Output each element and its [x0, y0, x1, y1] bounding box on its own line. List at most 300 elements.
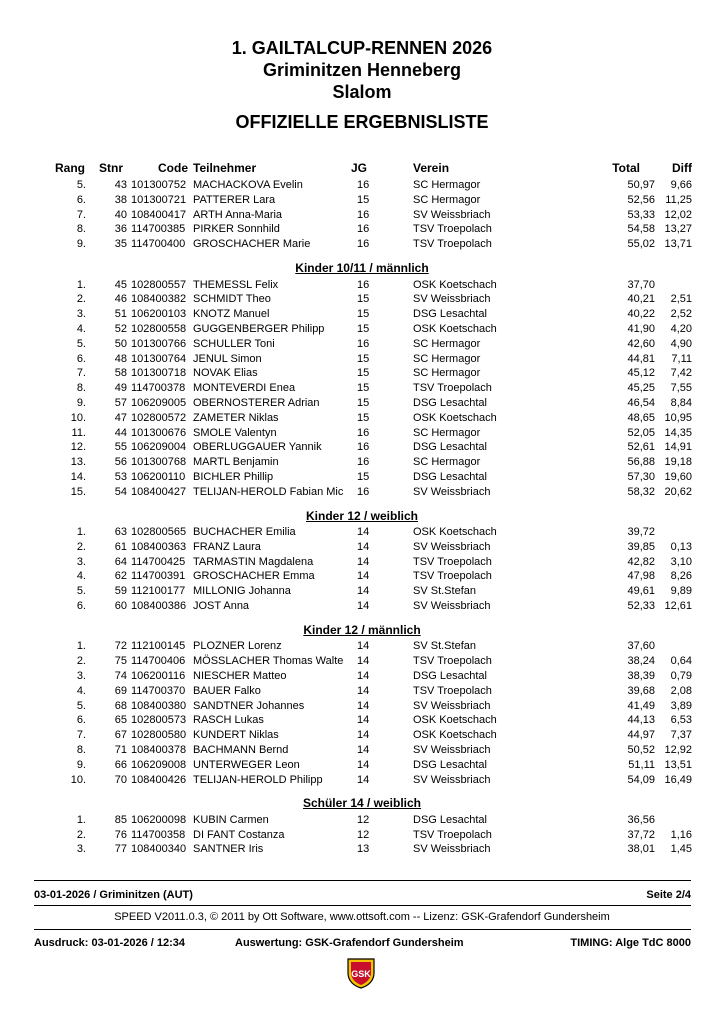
cell-jg: 14	[357, 540, 370, 553]
cell-verein: SV Weissbriach	[413, 743, 491, 756]
cell-rang: 6.	[76, 714, 86, 727]
cell-verein: TSV Troepolach	[413, 555, 492, 568]
cell-stnr: 85	[114, 813, 127, 826]
cell-stnr: 56	[114, 456, 127, 469]
cell-jg: 16	[357, 337, 370, 350]
cell-jg: 15	[357, 352, 370, 365]
cell-rang: 9.	[76, 396, 86, 409]
cell-diff: 19,18	[664, 456, 692, 469]
cell-jg: 15	[357, 322, 370, 335]
cell-total: 54,58	[627, 223, 655, 236]
club-crest-icon	[344, 955, 378, 989]
cell-name: MILLONIG Johanna	[193, 585, 291, 598]
cell-diff: 9,89	[670, 585, 692, 598]
cell-stnr: 70	[114, 773, 127, 786]
cell-stnr: 38	[114, 193, 127, 206]
table-row	[0, 813, 724, 828]
cell-rang: 2.	[76, 540, 86, 553]
cell-total: 44,97	[627, 729, 655, 742]
divider	[34, 929, 691, 930]
table-row	[0, 396, 724, 411]
cell-name: UNTERWEGER Leon	[193, 758, 300, 771]
cell-stnr: 68	[114, 699, 127, 712]
cell-code: 106200110	[131, 470, 186, 483]
cell-total: 52,33	[627, 600, 655, 612]
cell-total: 45,25	[627, 382, 655, 395]
table-row	[0, 699, 724, 714]
svg-text:GSK: GSK	[351, 969, 371, 979]
cell-code: 101300752	[131, 179, 187, 191]
section-title-text: Kinder 12 / männlich	[303, 622, 421, 637]
cell-code: 102800558	[131, 322, 187, 335]
table-row	[0, 525, 724, 540]
cell-verein: DSG Lesachtal	[413, 758, 487, 771]
cell-name: JOST Anna	[193, 600, 250, 612]
cell-stnr: 49	[114, 382, 127, 395]
cell-name: SCHULLER Toni	[193, 337, 275, 350]
section-title	[0, 509, 724, 524]
cell-rang: 10.	[70, 773, 86, 786]
table-row	[0, 440, 724, 455]
cell-total: 49,61	[627, 585, 655, 598]
cell-diff: 7,42	[670, 367, 692, 380]
cell-stnr: 63	[114, 526, 127, 538]
cell-stnr: 52	[114, 322, 127, 335]
cell-rang: 14.	[70, 470, 86, 483]
cell-rang: 3.	[76, 308, 86, 321]
cell-verein: DSG Lesachtal	[413, 308, 487, 321]
cell-rang: 13.	[70, 456, 86, 469]
cell-code: 114700370	[131, 684, 186, 697]
column-header-row	[0, 161, 724, 176]
cell-jg: 14	[357, 743, 370, 756]
col-stnr: Stnr	[99, 161, 123, 175]
footer-software: SPEED V2011.0.3, © 2011 by Ott Software, www.ottsoft.com -- Lizenz: GSK-Grafendorf Gundersheim	[114, 911, 610, 923]
cell-rang: 12.	[70, 441, 86, 454]
cell-stnr: 53	[114, 470, 127, 483]
cell-jg: 14	[357, 758, 370, 771]
cell-code: 101300721	[131, 193, 187, 206]
cell-code: 108400363	[131, 540, 187, 553]
cell-total: 56,88	[627, 456, 655, 469]
table-row	[0, 193, 724, 208]
cell-stnr: 43	[114, 179, 127, 191]
cell-jg: 15	[357, 193, 370, 206]
cell-code: 106209004	[131, 441, 187, 454]
cell-name: GUGGENBERGER Philipp	[193, 322, 325, 335]
table-row	[0, 540, 724, 555]
cell-jg: 14	[357, 773, 370, 786]
cell-diff: 7,37	[670, 729, 692, 742]
footer-printout: Ausdruck: 03-01-2026 / 12:34	[34, 937, 186, 949]
cell-name: PATTERER Lara	[193, 193, 276, 206]
cell-name: MARTL Benjamin	[193, 456, 279, 469]
cell-stnr: 45	[114, 278, 127, 291]
cell-verein: TSV Troepolach	[413, 570, 492, 583]
cell-total: 50,52	[627, 743, 655, 756]
cell-verein: DSG Lesachtal	[413, 396, 487, 409]
cell-verein: SV Weissbriach	[413, 699, 491, 712]
cell-code: 101300718	[131, 367, 187, 380]
cell-verein: OSK Koetschach	[413, 526, 497, 538]
cell-verein: OSK Koetschach	[413, 411, 497, 424]
cell-diff: 12,02	[664, 208, 692, 221]
cell-rang: 3.	[76, 555, 86, 568]
cell-verein: OSK Koetschach	[413, 322, 497, 335]
footer-evaluation: Auswertung: GSK-Grafendorf Gundersheim	[235, 937, 464, 949]
cell-verein: DSG Lesachtal	[413, 441, 487, 454]
cell-verein: SV Weissbriach	[413, 208, 491, 221]
cell-jg: 14	[357, 669, 370, 682]
cell-diff: 9,66	[670, 179, 692, 191]
cell-stnr: 61	[114, 540, 127, 553]
cell-diff: 14,35	[664, 426, 692, 439]
cell-total: 46,54	[627, 396, 655, 409]
cell-code: 106209008	[131, 758, 187, 771]
cell-stnr: 69	[114, 684, 127, 697]
cell-diff: 13,71	[664, 238, 692, 251]
cell-name: JENUL Simon	[193, 352, 262, 365]
table-row	[0, 278, 724, 293]
table-row	[0, 366, 724, 381]
cell-code: 102800565	[131, 526, 187, 538]
cell-diff: 0,13	[670, 540, 692, 553]
cell-total: 44,13	[627, 714, 655, 727]
cell-diff: 19,60	[664, 470, 692, 483]
cell-stnr: 44	[114, 426, 127, 439]
cell-rang: 4.	[76, 684, 86, 697]
cell-jg: 12	[357, 828, 370, 841]
cell-jg: 16	[357, 179, 370, 191]
cell-rang: 9.	[76, 758, 86, 771]
section-title-text: Schüler 14 / weiblich	[302, 796, 422, 811]
cell-stnr: 60	[114, 600, 127, 612]
cell-name: THEMESSL Felix	[193, 278, 279, 291]
cell-code: 108400417	[131, 208, 187, 221]
cell-name: MÖSSLACHER Thomas Walte	[193, 655, 343, 668]
cell-total: 52,56	[627, 193, 655, 206]
cell-verein: SV St.Stefan	[413, 585, 476, 598]
table-row	[0, 485, 724, 500]
cell-total: 40,22	[627, 308, 655, 321]
cell-code: 106200103	[131, 308, 187, 321]
cell-code: 102800572	[131, 411, 187, 424]
table-row	[0, 828, 724, 843]
cell-total: 52,61	[627, 441, 655, 454]
cell-code: 114700400	[131, 238, 186, 251]
cell-rang: 2.	[76, 828, 86, 841]
cell-verein: SV Weissbriach	[413, 540, 491, 553]
cell-stnr: 67	[114, 729, 127, 742]
cell-verein: SC Hermagor	[413, 352, 481, 365]
cell-total: 42,82	[627, 555, 655, 568]
cell-stnr: 57	[114, 396, 127, 409]
col-name: Teilnehmer	[193, 161, 257, 175]
cell-stnr: 58	[114, 367, 127, 380]
cell-diff: 10,95	[664, 411, 692, 424]
cell-name: BAUER Falko	[193, 684, 261, 697]
col-verein: Verein	[413, 161, 450, 175]
table-row	[0, 178, 724, 193]
cell-diff: 13,27	[664, 223, 692, 236]
cell-total: 37,72	[627, 828, 655, 841]
table-row	[0, 381, 724, 396]
cell-total: 42,60	[627, 337, 655, 350]
cell-rang: 1.	[76, 526, 86, 538]
cell-jg: 14	[357, 585, 370, 598]
cell-stnr: 66	[114, 758, 127, 771]
cell-code: 108400386	[131, 600, 187, 612]
cell-code: 108400426	[131, 773, 187, 786]
cell-jg: 12	[357, 813, 370, 826]
table-row	[0, 352, 724, 367]
cell-rang: 8.	[76, 223, 86, 236]
cell-jg: 15	[357, 411, 370, 424]
cell-total: 58,32	[627, 485, 655, 498]
cell-verein: SV Weissbriach	[413, 773, 491, 786]
cell-rang: 2.	[76, 655, 86, 668]
cell-verein: OSK Koetschach	[413, 729, 497, 742]
list-title: OFFIZIELLE ERGEBNISLISTE	[235, 112, 489, 132]
cell-total: 48,65	[627, 411, 655, 424]
table-row	[0, 411, 724, 426]
cell-jg: 16	[357, 208, 370, 221]
section-title-text: Kinder 10/11 / männlich	[295, 261, 429, 275]
cell-diff: 2,51	[670, 293, 692, 306]
cell-name: SCHMIDT Theo	[193, 293, 271, 306]
section-title	[0, 261, 724, 276]
cell-rang: 4.	[76, 570, 86, 583]
cell-verein: DSG Lesachtal	[413, 470, 487, 483]
cell-rang: 8.	[76, 743, 86, 756]
cell-jg: 16	[357, 223, 370, 236]
cell-total: 37,60	[627, 640, 655, 653]
cell-rang: 15.	[70, 485, 86, 498]
table-row	[0, 743, 724, 758]
cell-name: SMOLE Valentyn	[193, 426, 277, 439]
cell-code: 108400340	[131, 843, 187, 856]
cell-name: ARTH Anna-Maria	[193, 208, 283, 221]
cell-verein: TSV Troepolach	[413, 828, 492, 841]
cell-name: SANDTNER Johannes	[193, 699, 305, 712]
cell-jg: 14	[357, 570, 370, 583]
cell-jg: 16	[357, 426, 370, 439]
cell-rang: 3.	[76, 843, 86, 856]
cell-stnr: 48	[114, 352, 127, 365]
cell-diff: 12,61	[664, 600, 692, 612]
cell-total: 41,90	[627, 322, 655, 335]
cell-jg: 15	[357, 367, 370, 380]
cell-rang: 1.	[76, 640, 86, 653]
table-row	[0, 773, 724, 788]
cell-code: 102800580	[131, 729, 187, 742]
cell-name: SANTNER Iris	[193, 843, 264, 856]
cell-verein: OSK Koetschach	[413, 714, 497, 727]
cell-stnr: 50	[114, 337, 127, 350]
cell-rang: 5.	[76, 179, 86, 191]
cell-name: KUBIN Carmen	[193, 813, 269, 826]
cell-stnr: 75	[114, 655, 127, 668]
cell-diff: 1,16	[670, 828, 692, 841]
table-row	[0, 684, 724, 699]
table-row	[0, 728, 724, 743]
cell-rang: 7.	[76, 208, 86, 221]
cell-jg: 15	[357, 382, 370, 395]
cell-verein: TSV Troepolach	[413, 655, 492, 668]
cell-jg: 16	[357, 485, 370, 498]
cell-verein: SV Weissbriach	[413, 843, 491, 856]
cell-rang: 1.	[76, 813, 86, 826]
cell-stnr: 46	[114, 293, 127, 306]
cell-diff: 20,62	[664, 485, 692, 498]
section-title-text: Kinder 12 / weiblich	[305, 508, 419, 523]
cell-verein: SV Weissbriach	[413, 293, 491, 306]
cell-diff: 0,79	[670, 669, 692, 682]
cell-code: 108400427	[131, 485, 187, 498]
cell-code: 114700358	[131, 828, 186, 841]
cell-name: PIRKER Sonnhild	[193, 223, 280, 236]
cell-diff: 3,89	[670, 699, 692, 712]
cell-total: 39,85	[627, 540, 655, 553]
cell-diff: 8,26	[670, 570, 692, 583]
cell-jg: 14	[357, 655, 370, 668]
cell-total: 40,21	[627, 293, 655, 306]
cell-verein: OSK Koetschach	[413, 278, 497, 291]
cell-verein: SC Hermagor	[413, 367, 481, 380]
cell-rang: 8.	[76, 382, 86, 395]
table-row	[0, 426, 724, 441]
cell-total: 37,70	[627, 278, 655, 291]
cell-jg: 15	[357, 308, 370, 321]
cell-code: 101300764	[131, 352, 187, 365]
cell-stnr: 59	[114, 585, 127, 598]
table-row	[0, 639, 724, 654]
cell-code: 112100145	[131, 640, 186, 653]
cell-code: 108400380	[131, 699, 187, 712]
divider	[34, 880, 691, 881]
cell-code: 108400378	[131, 743, 187, 756]
cell-rang: 1.	[76, 278, 86, 291]
cell-verein: DSG Lesachtal	[413, 813, 487, 826]
cell-total: 53,33	[627, 208, 655, 221]
cell-stnr: 65	[114, 714, 127, 727]
cell-name: NIESCHER Matteo	[193, 669, 287, 682]
col-jg: JG	[351, 161, 368, 175]
cell-stnr: 76	[114, 828, 127, 841]
cell-total: 44,81	[627, 352, 655, 365]
cell-total: 55,02	[627, 238, 655, 251]
cell-name: TELIJAN-HEROLD Philipp	[193, 773, 323, 786]
cell-name: GROSCHACHER Marie	[193, 238, 311, 251]
table-row	[0, 237, 724, 252]
cell-code: 106200116	[131, 669, 186, 682]
cell-name: KUNDERT Niklas	[193, 729, 279, 742]
cell-rang: 6.	[76, 352, 86, 365]
cell-jg: 14	[357, 600, 370, 612]
cell-verein: SC Hermagor	[413, 193, 481, 206]
cell-total: 38,39	[627, 669, 655, 682]
cell-verein: SC Hermagor	[413, 456, 481, 469]
cell-code: 102800573	[131, 714, 187, 727]
divider	[34, 905, 691, 906]
cell-verein: TSV Troepolach	[413, 684, 492, 697]
cell-stnr: 35	[114, 238, 127, 251]
cell-name: BICHLER Phillip	[193, 470, 274, 483]
cell-diff: 7,11	[671, 352, 692, 365]
cell-rang: 11.	[71, 426, 86, 439]
table-row	[0, 654, 724, 669]
cell-stnr: 62	[114, 570, 127, 583]
table-row	[0, 669, 724, 684]
cell-total: 39,68	[627, 684, 655, 697]
cell-code: 114700391	[131, 570, 186, 583]
cell-jg: 13	[357, 843, 370, 856]
cell-stnr: 64	[114, 555, 127, 568]
cell-diff: 1,45	[670, 843, 692, 856]
cell-stnr: 36	[114, 223, 127, 236]
cell-jg: 14	[357, 555, 370, 568]
cell-name: ZAMETER Niklas	[193, 411, 279, 424]
cell-name: TARMASTIN Magdalena	[193, 555, 314, 568]
col-total: Total	[612, 161, 640, 175]
cell-verein: SV Weissbriach	[413, 600, 491, 612]
col-code: Code	[158, 161, 188, 175]
cell-name: MACHACKOVA Evelin	[193, 179, 303, 191]
table-row	[0, 842, 724, 857]
cell-code: 106209005	[131, 396, 187, 409]
table-row	[0, 292, 724, 307]
cell-diff: 11,25	[665, 193, 692, 206]
table-row	[0, 584, 724, 599]
cell-verein: TSV Troepolach	[413, 223, 492, 236]
cell-diff: 0,64	[670, 655, 692, 668]
section-title	[0, 796, 724, 811]
cell-name: GROSCHACHER Emma	[193, 570, 315, 583]
cell-name: BUCHACHER Emilia	[193, 526, 296, 538]
race-title: 1. GAILTALCUP-RENNEN 2026	[231, 38, 493, 58]
cell-code: 114700378	[131, 382, 186, 395]
cell-diff: 2,08	[670, 684, 692, 697]
cell-diff: 14,91	[664, 441, 692, 454]
cell-name: KNOTZ Manuel	[193, 308, 270, 321]
cell-name: TELIJAN-HEROLD Fabian Mic	[193, 485, 343, 498]
cell-code: 101300676	[131, 426, 187, 439]
cell-jg: 16	[357, 456, 370, 469]
cell-name: FRANZ Laura	[193, 540, 261, 553]
table-row	[0, 322, 724, 337]
table-row	[0, 758, 724, 773]
cell-name: BACHMANN Bernd	[193, 743, 289, 756]
cell-jg: 14	[357, 684, 370, 697]
cell-code: 112100177	[131, 585, 186, 598]
footer-date-place: 03-01-2026 / Griminitzen (AUT)	[34, 889, 193, 901]
cell-verein: SC Hermagor	[413, 179, 481, 191]
cell-stnr: 47	[114, 411, 127, 424]
table-row	[0, 569, 724, 584]
cell-total: 38,01	[627, 843, 655, 856]
cell-rang: 5.	[76, 337, 86, 350]
cell-rang: 3.	[76, 669, 86, 682]
cell-stnr: 40	[114, 208, 127, 221]
cell-code: 114700425	[131, 555, 186, 568]
cell-code: 114700385	[131, 223, 186, 236]
cell-jg: 14	[357, 526, 370, 538]
cell-jg: 15	[357, 293, 370, 306]
cell-stnr: 51	[114, 308, 127, 321]
cell-diff: 6,53	[670, 714, 692, 727]
cell-jg: 14	[357, 729, 370, 742]
cell-diff: 4,90	[670, 337, 692, 350]
